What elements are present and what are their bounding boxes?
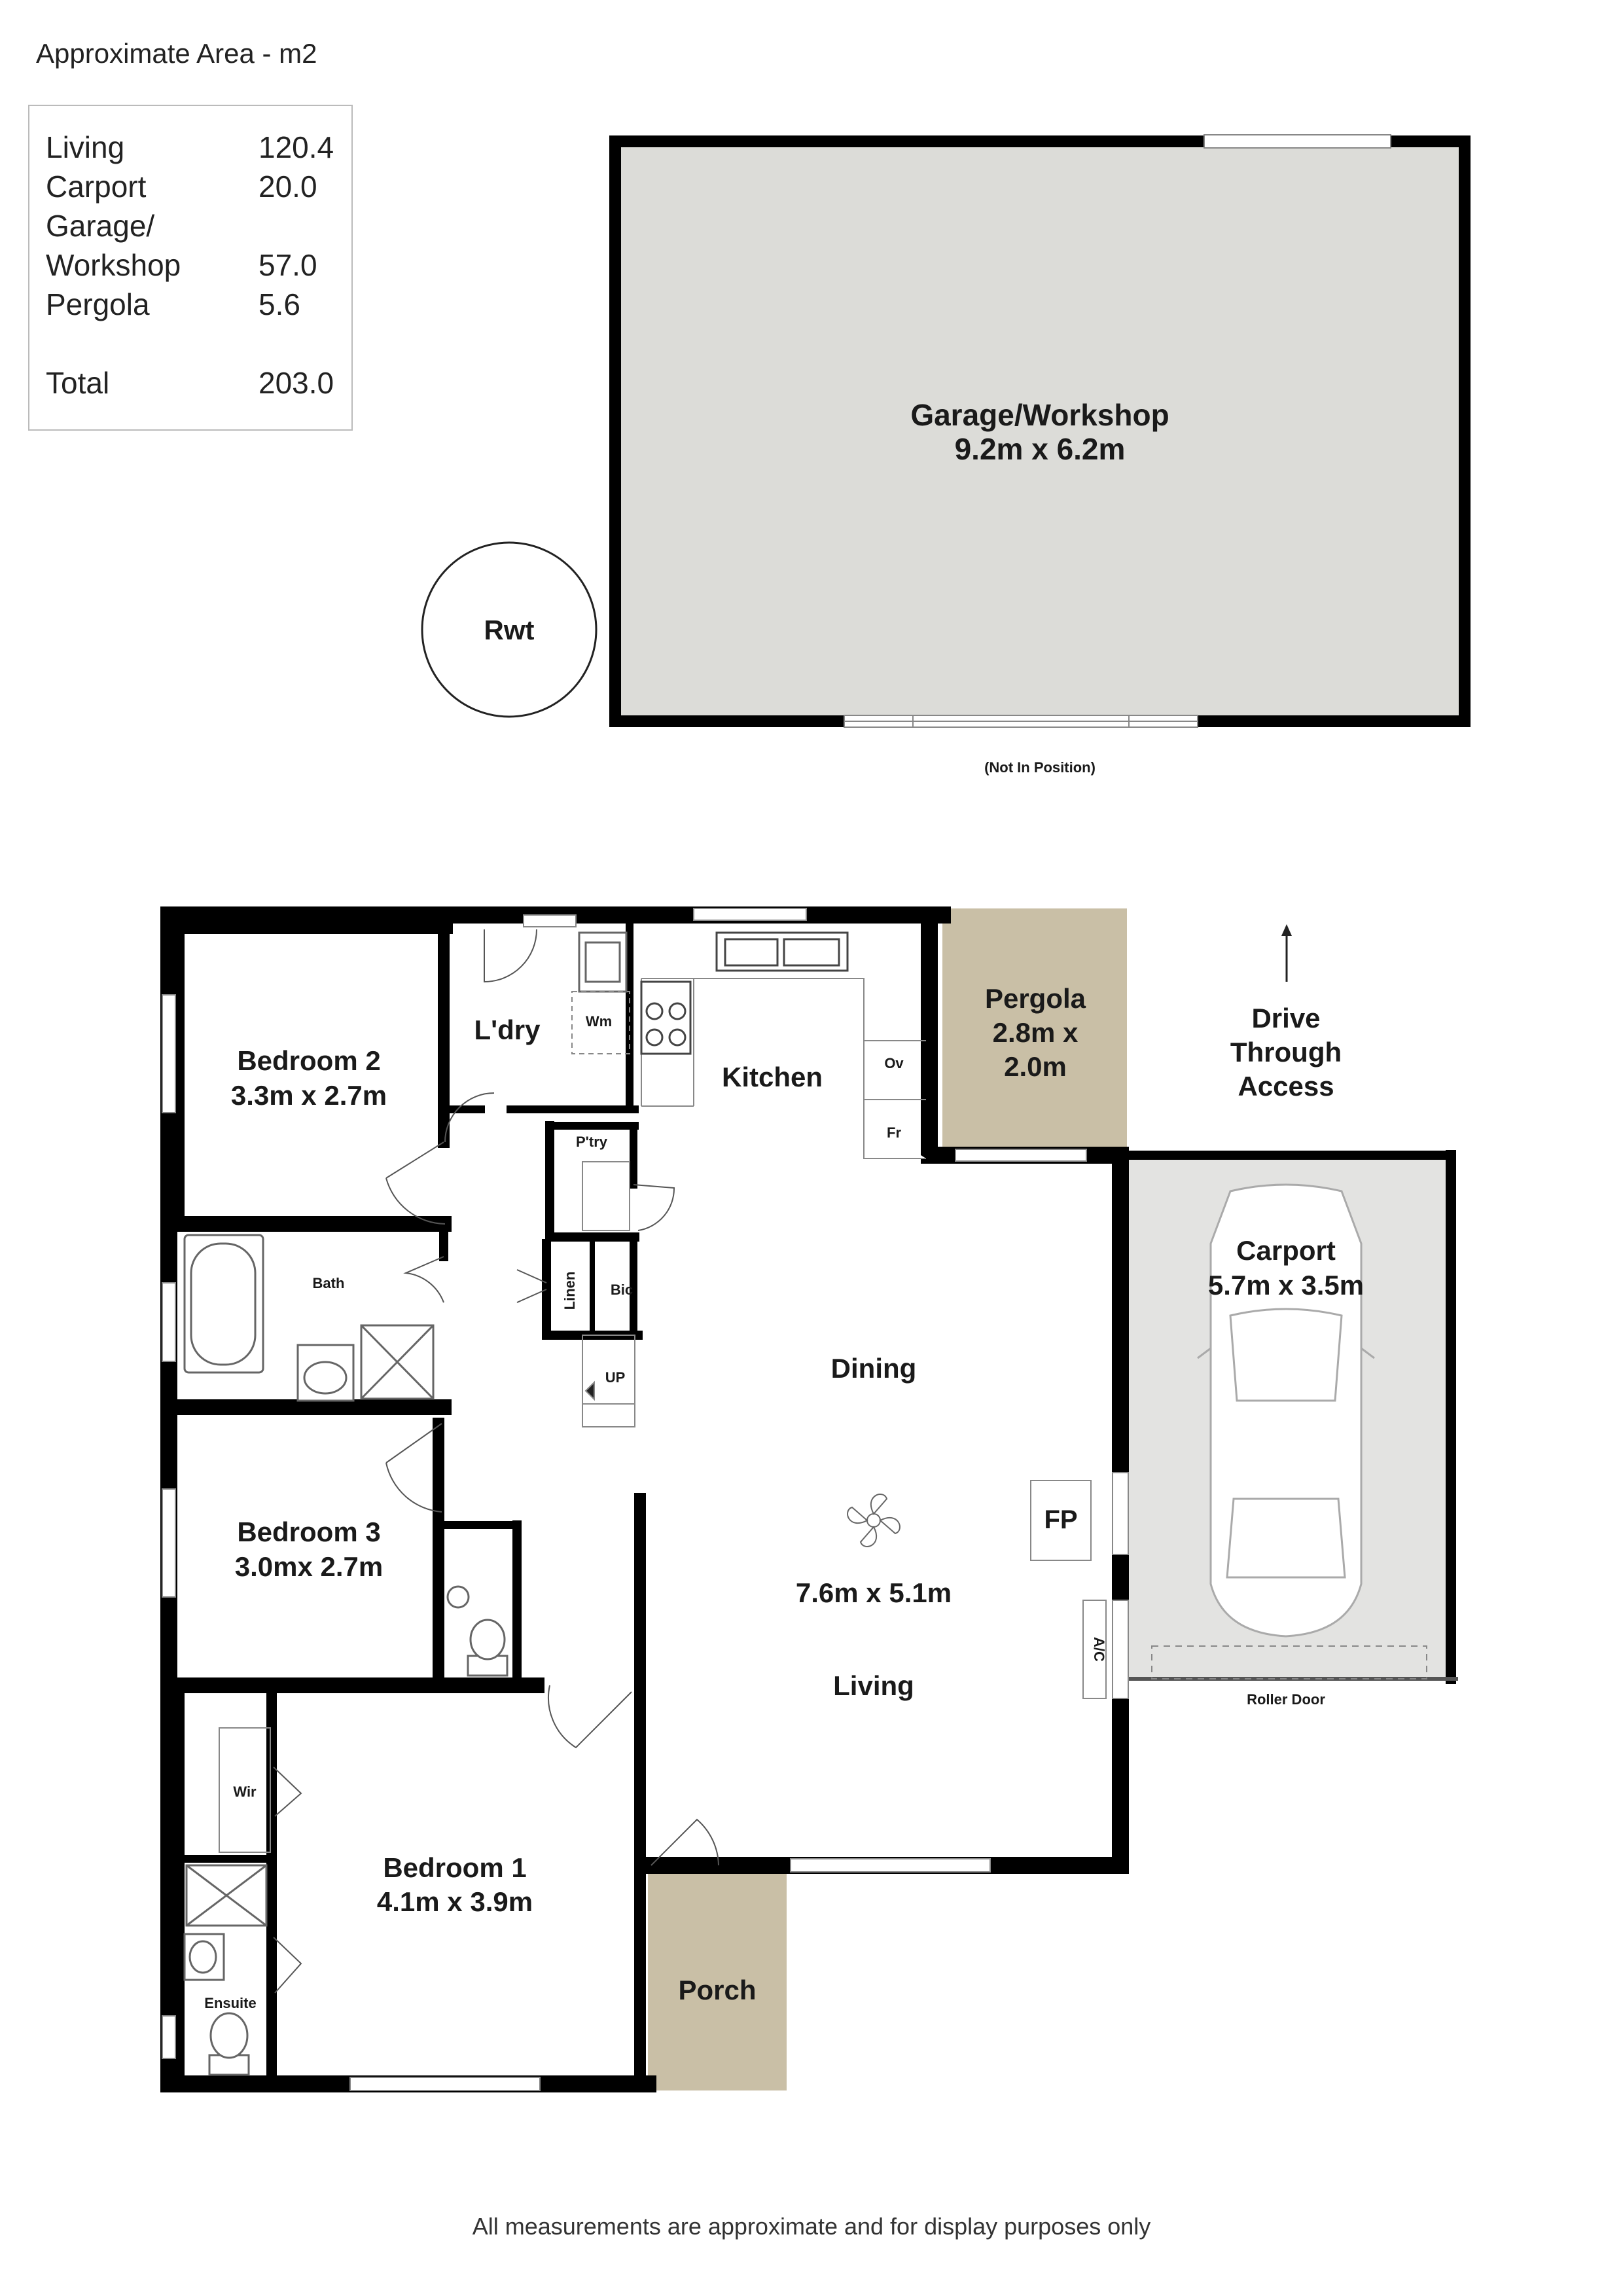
legend-value: 57.0 [259,248,317,282]
rwt-label: Rwt [484,615,535,645]
pergola-size: 2.8m x [992,1017,1079,1048]
legend-value: 120.4 [259,130,334,164]
pantry-label: P'try [575,1134,608,1150]
bedroom3-size: 3.0mx 2.7m [234,1551,383,1582]
dining-name: Dining [830,1353,917,1384]
garage-window [1204,135,1391,148]
pergola-size-2: 2.0m [1004,1051,1067,1082]
pantry-shelf [582,1162,630,1230]
bedroom2-name: Bedroom 2 [237,1045,381,1076]
fridge-label: Fr [887,1124,901,1141]
cooktop [641,982,690,1054]
disclaimer: All measurements are approximate and for display purposes only [472,2213,1151,2240]
porch-name: Porch [678,1975,757,2005]
toilet [448,1587,507,1676]
pergola-name: Pergola [984,983,1086,1014]
living-name: Living [833,1670,914,1701]
bic-label: Bic [610,1282,633,1298]
legend-label: Living [46,130,125,164]
legend-value: 20.0 [259,170,317,204]
laundry-name: L'dry [474,1014,541,1045]
wm-label: Wm [585,1013,613,1030]
ensuite-toilet [209,2013,249,2075]
legend-title: Approximate Area - m2 [36,38,317,69]
ensuite-basin [185,1934,224,1980]
legend-label: Carport [46,170,147,204]
garage-workshop [615,135,1465,776]
legend-value: 5.6 [259,287,300,321]
stairs-up-label: UP [605,1369,626,1386]
living-size: 7.6m x 5.1m [795,1577,952,1608]
bedroom1-name: Bedroom 1 [383,1852,527,1883]
wir-label: Wir [233,1784,257,1800]
linen-label: Linen [562,1271,578,1310]
access-label: Access [1238,1071,1334,1102]
legend-value: 203.0 [259,366,334,400]
not-in-position-note: (Not In Position) [984,759,1096,776]
oven-label: Ov [884,1055,904,1071]
kitchen-sink [717,933,847,971]
drive-label: Drive [1251,1003,1321,1033]
legend-label: Total [46,366,110,400]
garage-name: Garage/Workshop [910,398,1169,432]
north-arrow-icon [1281,924,1292,982]
legend-label: Workshop [46,248,181,282]
legend-label: Pergola [46,287,150,321]
legend-label: Garage/ [46,209,155,243]
carport-name: Carport [1236,1235,1336,1266]
bathtub [185,1235,263,1372]
through-label: Through [1230,1037,1342,1067]
laundry-trough [579,933,626,992]
roller-door-label: Roller Door [1247,1691,1325,1708]
bedroom2-size: 3.3m x 2.7m [230,1080,387,1111]
ensuite-label: Ensuite [204,1995,257,2011]
bath-basin [298,1345,353,1401]
kitchen-name: Kitchen [721,1062,823,1092]
carport-size: 5.7m x 3.5m [1207,1270,1364,1300]
ac-label: A/C [1091,1637,1107,1662]
bath-label: Bath [312,1275,345,1291]
ensuite-shower [187,1865,266,1926]
fireplace-label: FP [1044,1505,1078,1534]
garage-size: 9.2m x 6.2m [954,432,1126,466]
bath-shower [361,1325,433,1399]
bedroom1-size: 4.1m x 3.9m [376,1886,533,1917]
bedroom3-name: Bedroom 3 [237,1516,381,1547]
rainwater-tank [422,543,596,717]
ceiling-fan-icon [847,1494,900,1547]
